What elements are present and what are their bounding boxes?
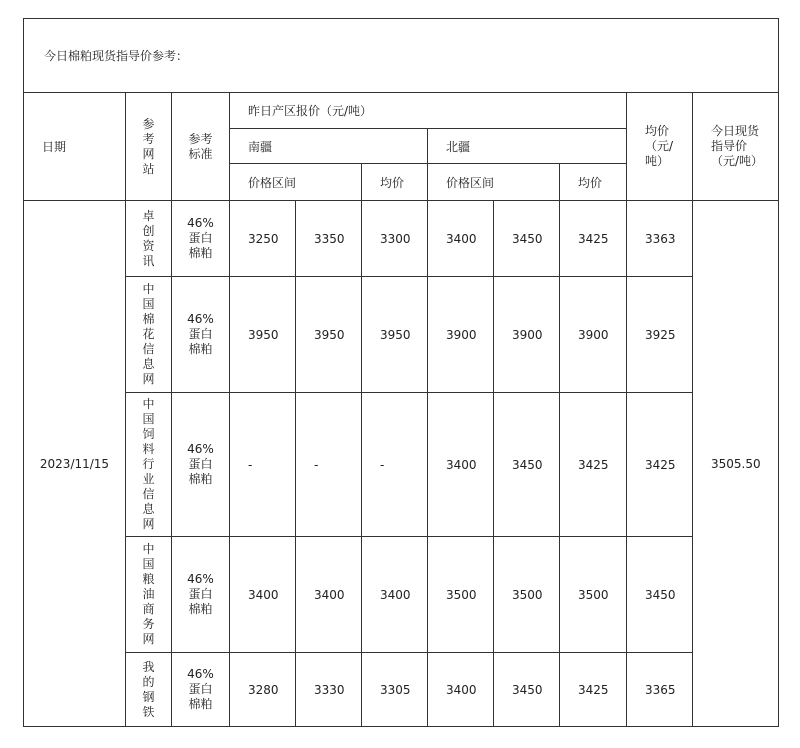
table-row [24, 653, 779, 727]
header-date: 日期 [24, 93, 126, 201]
header-north-range: 价格区间 [428, 164, 560, 201]
standard-cell: 46%蛋白棉粕 [172, 201, 230, 277]
south-low-cell: 3250 [230, 201, 296, 277]
header-south-range: 价格区间 [230, 164, 362, 201]
standard-cell: 46%蛋白棉粕 [172, 537, 230, 653]
header-site: 参考网站 [126, 93, 172, 201]
site-cell: 卓创资讯 [126, 201, 172, 277]
table-row [24, 201, 779, 277]
north-avg-cell: 3425 [560, 393, 627, 537]
north-high-cell: 3500 [494, 537, 560, 653]
south-avg-cell: 3305 [362, 653, 428, 727]
south-avg-cell: 3300 [362, 201, 428, 277]
south-high-cell: 3950 [296, 277, 362, 393]
avg-cell: 3363 [627, 201, 693, 277]
south-low-cell: 3280 [230, 653, 296, 727]
north-low-cell: 3400 [428, 393, 494, 537]
standard-cell: 46%蛋白棉粕 [172, 277, 230, 393]
avg-cell: 3425 [627, 393, 693, 537]
header-south: 南疆 [230, 129, 428, 164]
north-low-cell: 3400 [428, 201, 494, 277]
south-high-cell: 3350 [296, 201, 362, 277]
south-high-cell: 3330 [296, 653, 362, 727]
today-price-cell: 3505.50 [693, 201, 779, 727]
header-south-avg: 均价 [362, 164, 428, 201]
table-title: 今日棉粕现货指导价参考： [24, 19, 779, 93]
site-cell: 我的钢铁 [126, 653, 172, 727]
north-high-cell: 3450 [494, 201, 560, 277]
table-row [24, 277, 779, 393]
south-high-cell: 3400 [296, 537, 362, 653]
north-low-cell: 3400 [428, 653, 494, 727]
price-table [23, 18, 779, 727]
south-avg-cell: 3950 [362, 277, 428, 393]
north-avg-cell: 3900 [560, 277, 627, 393]
standard-cell: 46%蛋白棉粕 [172, 653, 230, 727]
north-high-cell: 3450 [494, 653, 560, 727]
north-high-cell: 3450 [494, 393, 560, 537]
header-north: 北疆 [428, 129, 627, 164]
north-low-cell: 3500 [428, 537, 494, 653]
north-high-cell: 3900 [494, 277, 560, 393]
site-cell: 中国棉花信息网 [126, 277, 172, 393]
avg-cell: 3365 [627, 653, 693, 727]
south-high-cell: - [296, 393, 362, 537]
south-low-cell: - [230, 393, 296, 537]
table-row [24, 537, 779, 653]
header-standard: 参考标准 [172, 93, 230, 201]
date-cell: 2023/11/15 [24, 201, 126, 727]
header-today-price: 今日现货指导价（元/吨） [693, 93, 779, 201]
north-avg-cell: 3425 [560, 201, 627, 277]
south-low-cell: 3950 [230, 277, 296, 393]
header-yesterday-quotes: 昨日产区报价（元/吨） [230, 93, 627, 129]
south-avg-cell: 3400 [362, 537, 428, 653]
north-avg-cell: 3425 [560, 653, 627, 727]
site-cell: 中国饲料行业信息网 [126, 393, 172, 537]
avg-cell: 3925 [627, 277, 693, 393]
south-low-cell: 3400 [230, 537, 296, 653]
standard-cell: 46%蛋白棉粕 [172, 393, 230, 537]
north-avg-cell: 3500 [560, 537, 627, 653]
header-north-avg: 均价 [560, 164, 627, 201]
table-row [24, 393, 779, 537]
north-low-cell: 3900 [428, 277, 494, 393]
site-cell: 中国粮油商务网 [126, 537, 172, 653]
south-avg-cell: - [362, 393, 428, 537]
avg-cell: 3450 [627, 537, 693, 653]
header-average: 均价（元/吨） [627, 93, 693, 201]
